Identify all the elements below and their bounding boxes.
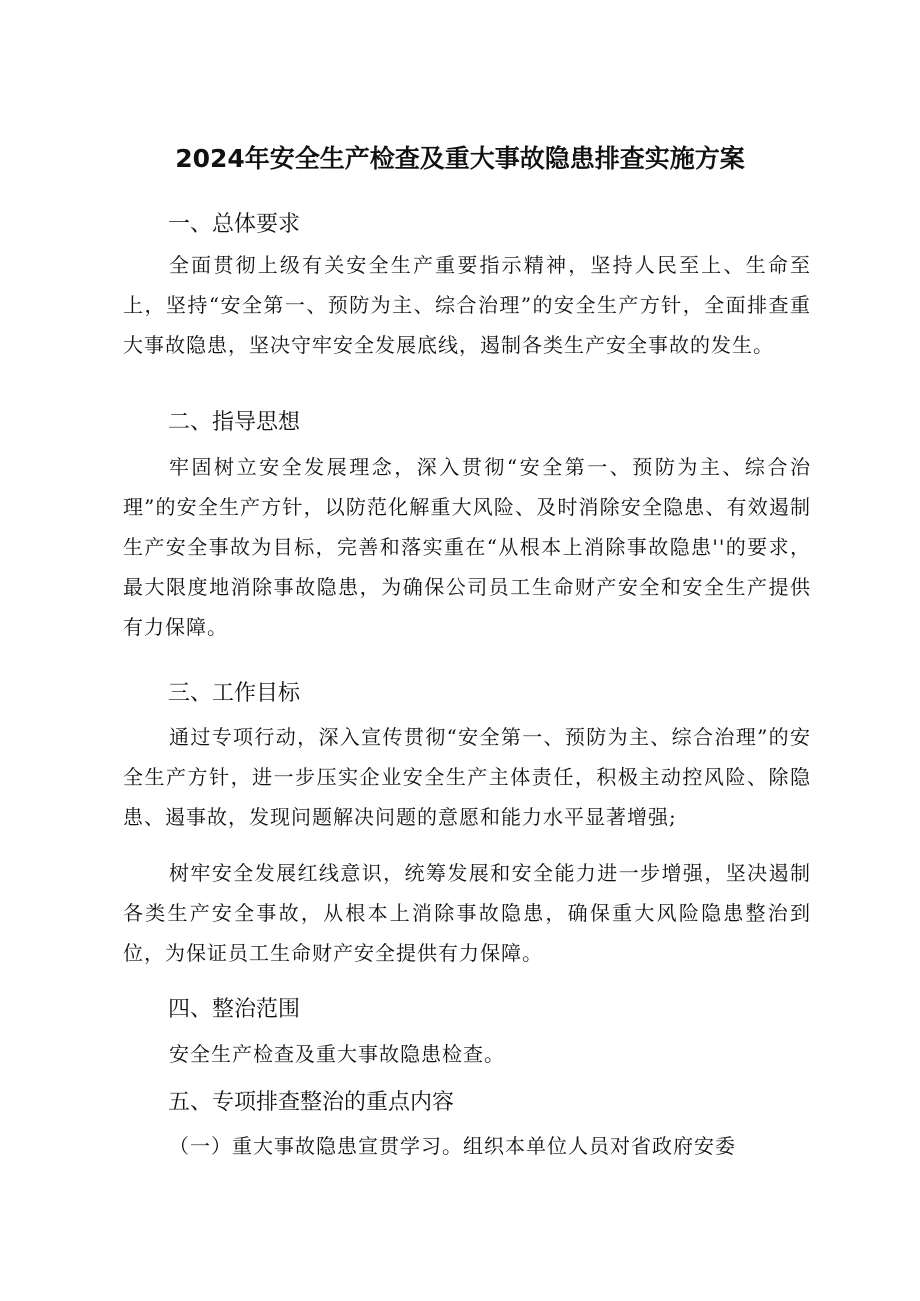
section-heading-5: 五、专项排查整治的重点内容 (168, 1090, 455, 1115)
section-heading-4: 四、整治范围 (168, 997, 301, 1022)
section-3-paragraph-2: 树牢安全发展红线意识，统筹发展和安全能力进一步增强，坚决遏制各类生产安全事故，从根本上消除事故隐患，确保重大风险隐患整治到位，为保证员工生命财产安全提供有力保障。 (123, 861, 811, 965)
section-5-paragraph-1: （一）重大事故隐患宣贯学习。组织本单位人员对省政府安委 (169, 1134, 736, 1158)
section-2-paragraph-1: 牢固树立安全发展理念，深入贯彻“安全第一、预防为主、综合治理”的安全生产方针，以防范化解重大风险、及时消除安全隐患、有效遏制生产安全事故为目标，完善和落实重在“从根本上消除事故隐患''的要求，最大限度地消除事故隐患，为确保公司员工生命财产安全和安全生产提供有力保障。 (123, 455, 811, 639)
section-3-paragraph-1: 通过专项行动，深入宣传贯彻“安全第一、预防为主、综合治理”的安全生产方针，进一步压实企业安全生产主体责任，积极主动控风险、除隐患、遏事故，发现问题解决问题的意愿和能力水平显著增强; (123, 725, 811, 829)
section-4-paragraph-1: 安全生产检查及重大事故隐患检查。 (169, 1042, 505, 1066)
section-1-paragraph-1: 全面贯彻上级有关安全生产重要指示精神，坚持人民至上、生命至上，坚持“安全第一、预防为主、综合治理”的安全生产方针，全面排查重大事故隐患，坚决守牢安全发展底线，遏制各类生产安全事故的发生。 (123, 253, 811, 357)
section-heading-3: 三、工作目标 (168, 681, 301, 706)
section-heading-2: 二、指导思想 (168, 410, 301, 435)
section-heading-1: 一、总体要求 (168, 212, 301, 237)
document-title: 2024年安全生产检查及重大事故隐患排查实施方案 (175, 144, 745, 173)
